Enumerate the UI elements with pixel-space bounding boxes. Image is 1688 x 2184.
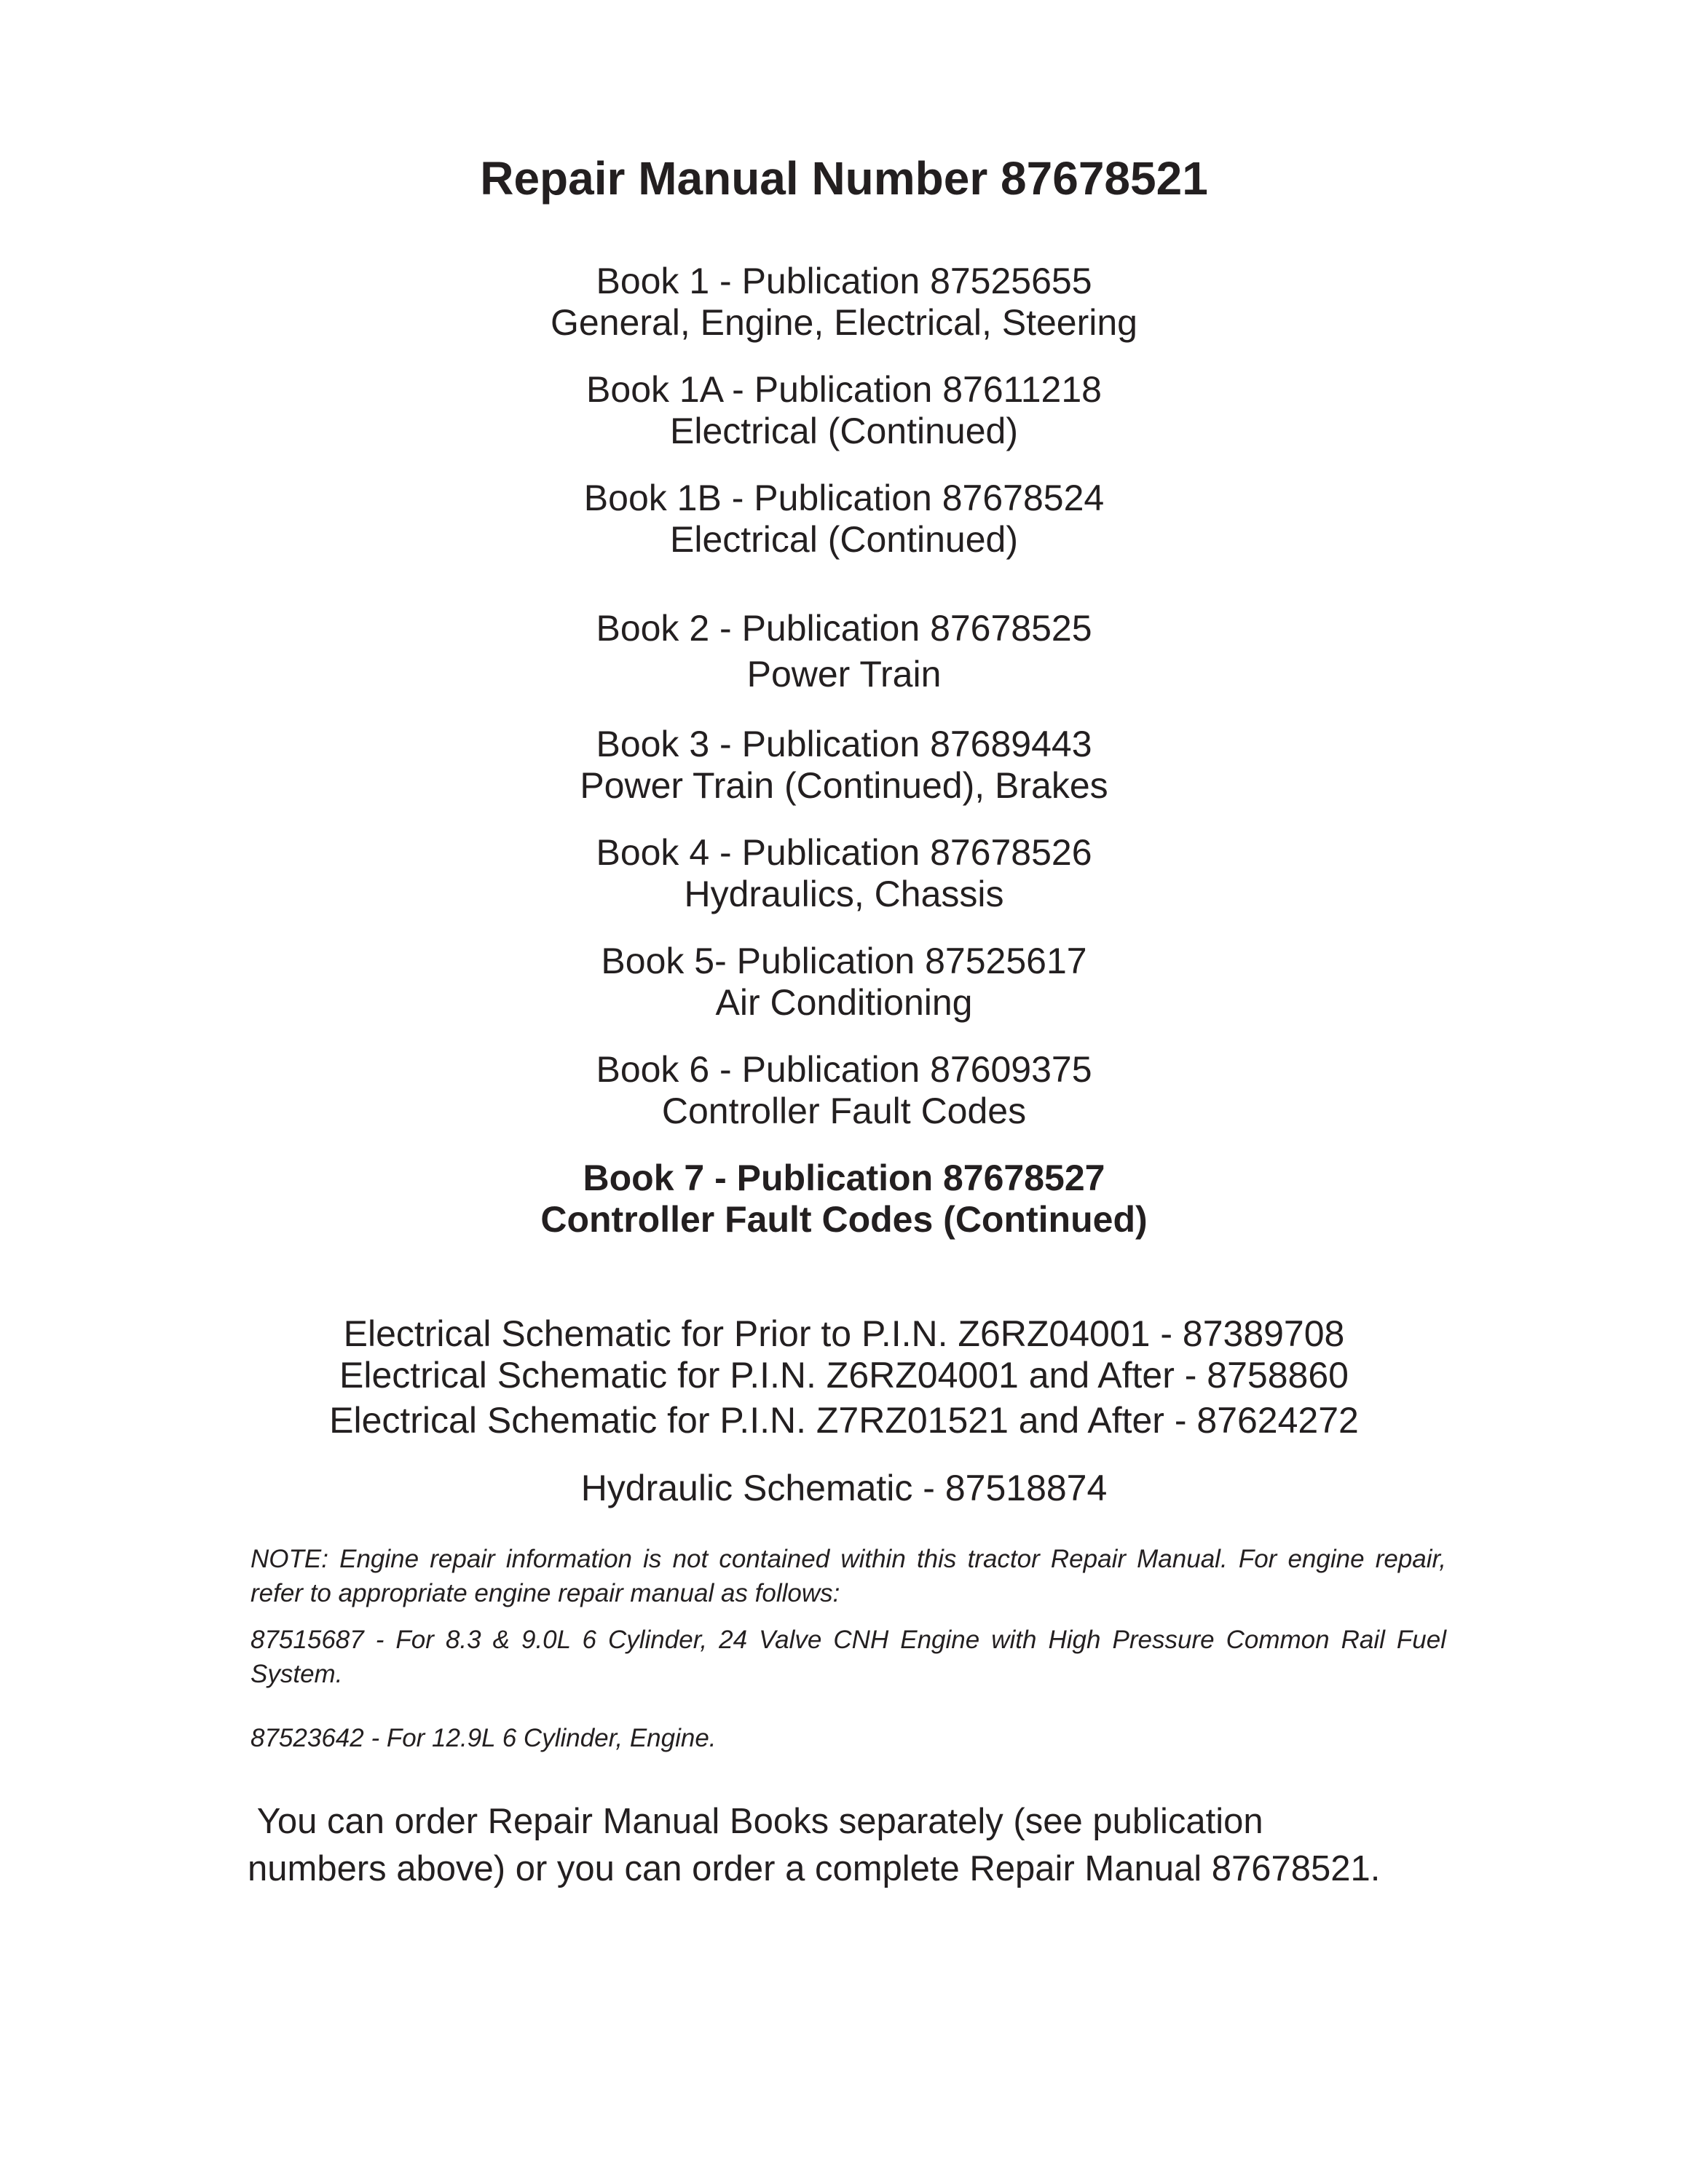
book-2-publication: Book 2 - Publication 87678525 (596, 608, 1092, 649)
book-4-publication: Book 4 - Publication 87678526 (596, 832, 1092, 873)
order-info (248, 1798, 1380, 1893)
book-6-entry (0, 1049, 1688, 1132)
electrical-schematic-z6rz: Electrical Schematic for P.I.N. Z6RZ04001 and After - 8758860 (339, 1355, 1349, 1396)
engine-manual-87515687: 87515687 - For 8.3 & 9.0L 6 Cylinder, 24 Valve CNH Engine with High Pressure Common Rail Fuel System. (251, 1626, 1446, 1688)
book-3-publication: Book 3 - Publication 87689443 (596, 724, 1092, 764)
book-1a-publication: Book 1A - Publication 87611218 (586, 369, 1102, 410)
book-4-contents: Hydraulics, Chassis (684, 874, 1004, 914)
engine-manual-87523642: 87523642 - For 12.9L 6 Cylinder, Engine. (251, 1724, 717, 1752)
engine-note: NOTE: Engine repair information is not contained within this tractor Repair Manual. For engine repair, refer to appropriate engine repair manual as follows: (251, 1545, 1446, 1607)
electrical-schematic-prior: Electrical Schematic for Prior to P.I.N. Z6RZ04001 - 87389708 (343, 1313, 1345, 1354)
order-info-line-1: You can order Repair Manual Books separately (see publication (248, 1802, 1263, 1841)
book-1b-contents: Electrical (Continued) (670, 519, 1018, 560)
book-5-publication: Book 5- Publication 87525617 (601, 941, 1087, 981)
book-1a-contents: Electrical (Continued) (670, 411, 1018, 451)
book-1b-entry (0, 478, 1688, 561)
hydraulic-schematic: Hydraulic Schematic - 87518874 (580, 1468, 1108, 1508)
book-1-entry (0, 261, 1688, 344)
book-1b-publication: Book 1B - Publication 87678524 (583, 478, 1105, 518)
book-1-publication: Book 1 - Publication 87525655 (596, 261, 1092, 301)
order-info-line-2: numbers above) or you can order a complete Repair Manual 87678521. (248, 1849, 1381, 1888)
book-1-contents: General, Engine, Electrical, Steering (551, 302, 1137, 343)
book-2-entry (0, 608, 1688, 695)
book-1a-entry (0, 369, 1688, 452)
book-6-publication: Book 6 - Publication 87609375 (596, 1049, 1092, 1090)
page-title: Repair Manual Number 87678521 (480, 152, 1208, 205)
book-7-publication: Book 7 - Publication 87678527 (583, 1158, 1105, 1198)
book-6-contents: Controller Fault Codes (661, 1091, 1027, 1131)
book-5-contents: Air Conditioning (715, 982, 973, 1023)
book-7-contents: Controller Fault Codes (Continued) (540, 1199, 1148, 1240)
electrical-schematic-z7rz: Electrical Schematic for P.I.N. Z7RZ01521 and After - 87624272 (329, 1400, 1359, 1441)
book-2-contents: Power Train (746, 654, 942, 695)
book-3-contents: Power Train (Continued), Brakes (580, 765, 1108, 806)
book-4-entry (0, 832, 1688, 915)
book-3-entry (0, 724, 1688, 807)
book-7-entry (0, 1158, 1688, 1241)
book-5-entry (0, 941, 1688, 1024)
